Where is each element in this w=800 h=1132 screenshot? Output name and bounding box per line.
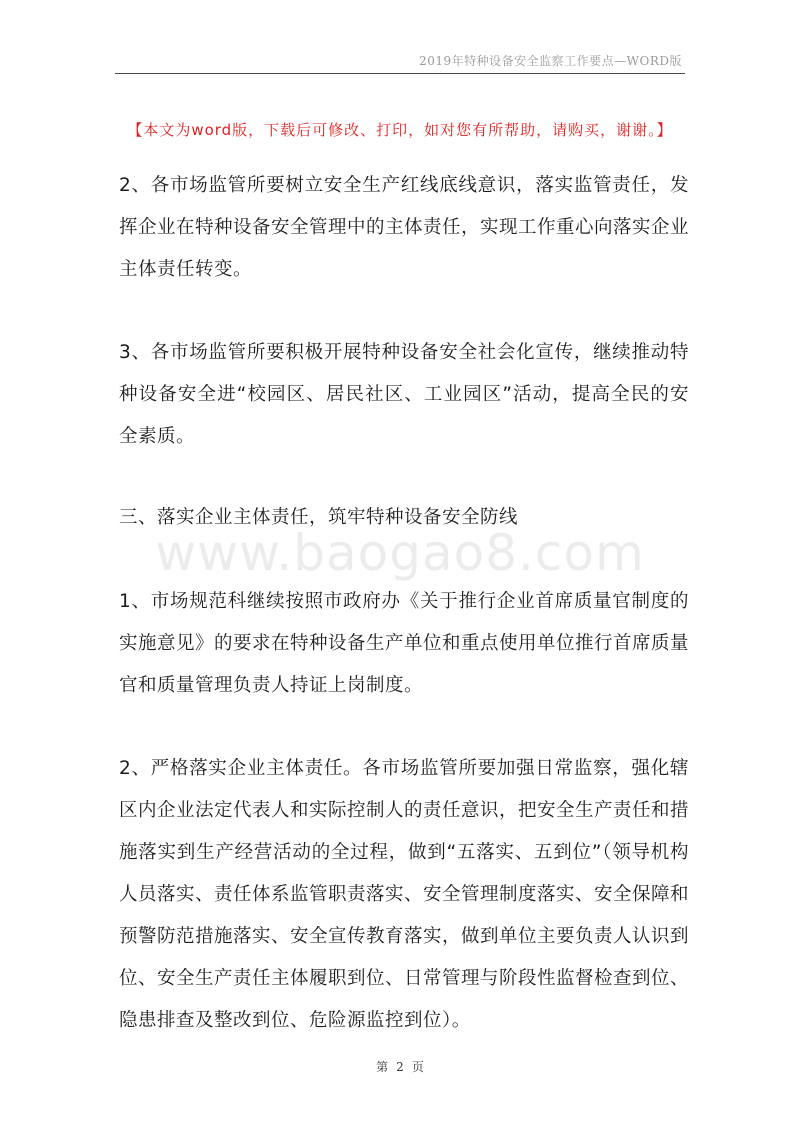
site-watermark: www.baogao8.com [155, 524, 645, 582]
footer-prefix: 第 [376, 1060, 389, 1074]
header-divider [115, 73, 685, 74]
footer-suffix: 页 [411, 1060, 424, 1074]
paragraph-item-3: 3、各市场监管所要积极开展特种设备安全社会化宣传，继续推动特种设备安全进“校园区、居民社区、工业园区”活动，提高全民的安全素质。 [119, 342, 689, 447]
page-footer [0, 1058, 800, 1075]
paragraph-item-2: 2、各市场监管所要树立安全生产红线底线意识，落实监管责任，发挥企业在特种设备安全管理中的主体责任，实现工作重心向落实企业主体责任转变。 [119, 175, 690, 280]
page-number: 2 [396, 1060, 404, 1074]
paragraph-sub-1: 1、市场规范科继续按照市政府办《关于推行企业首席质量官制度的实施意见》的要求在特种设备生产单位和重点使用单位推行首席质量官和质量管理负责人持证上岗制度。 [119, 591, 690, 696]
paragraph-sub-2: 2、严格落实企业主体责任。各市场监管所要加强日常监察，强化辖区内企业法定代表人和实际控制人的责任意识，把安全生产责任和措施落实到生产经营活动的全过程，做到“五落实、五到位”（领导机构人员落实、责任体系监管职责落实、安全管理制度落实、安全保障和预警防范措施落实、安全宣传教育落实，做到单位主要负责人认识到位、安全生产责任主体履职到位、日常管理与阶段性监督检查到位、隐患排查及整改到位、危险源监控到位）。 [119, 758, 690, 1031]
purchase-notice: 【本文为word版，下载后可修改、打印，如对您有所帮助，请购买，谢谢。】 [127, 121, 673, 139]
running-header: 2019年特种设备安全监察工作要点—WORD版 [419, 54, 682, 68]
section-heading-3: 三、落实企业主体责任，筑牢特种设备安全防线 [119, 507, 519, 528]
